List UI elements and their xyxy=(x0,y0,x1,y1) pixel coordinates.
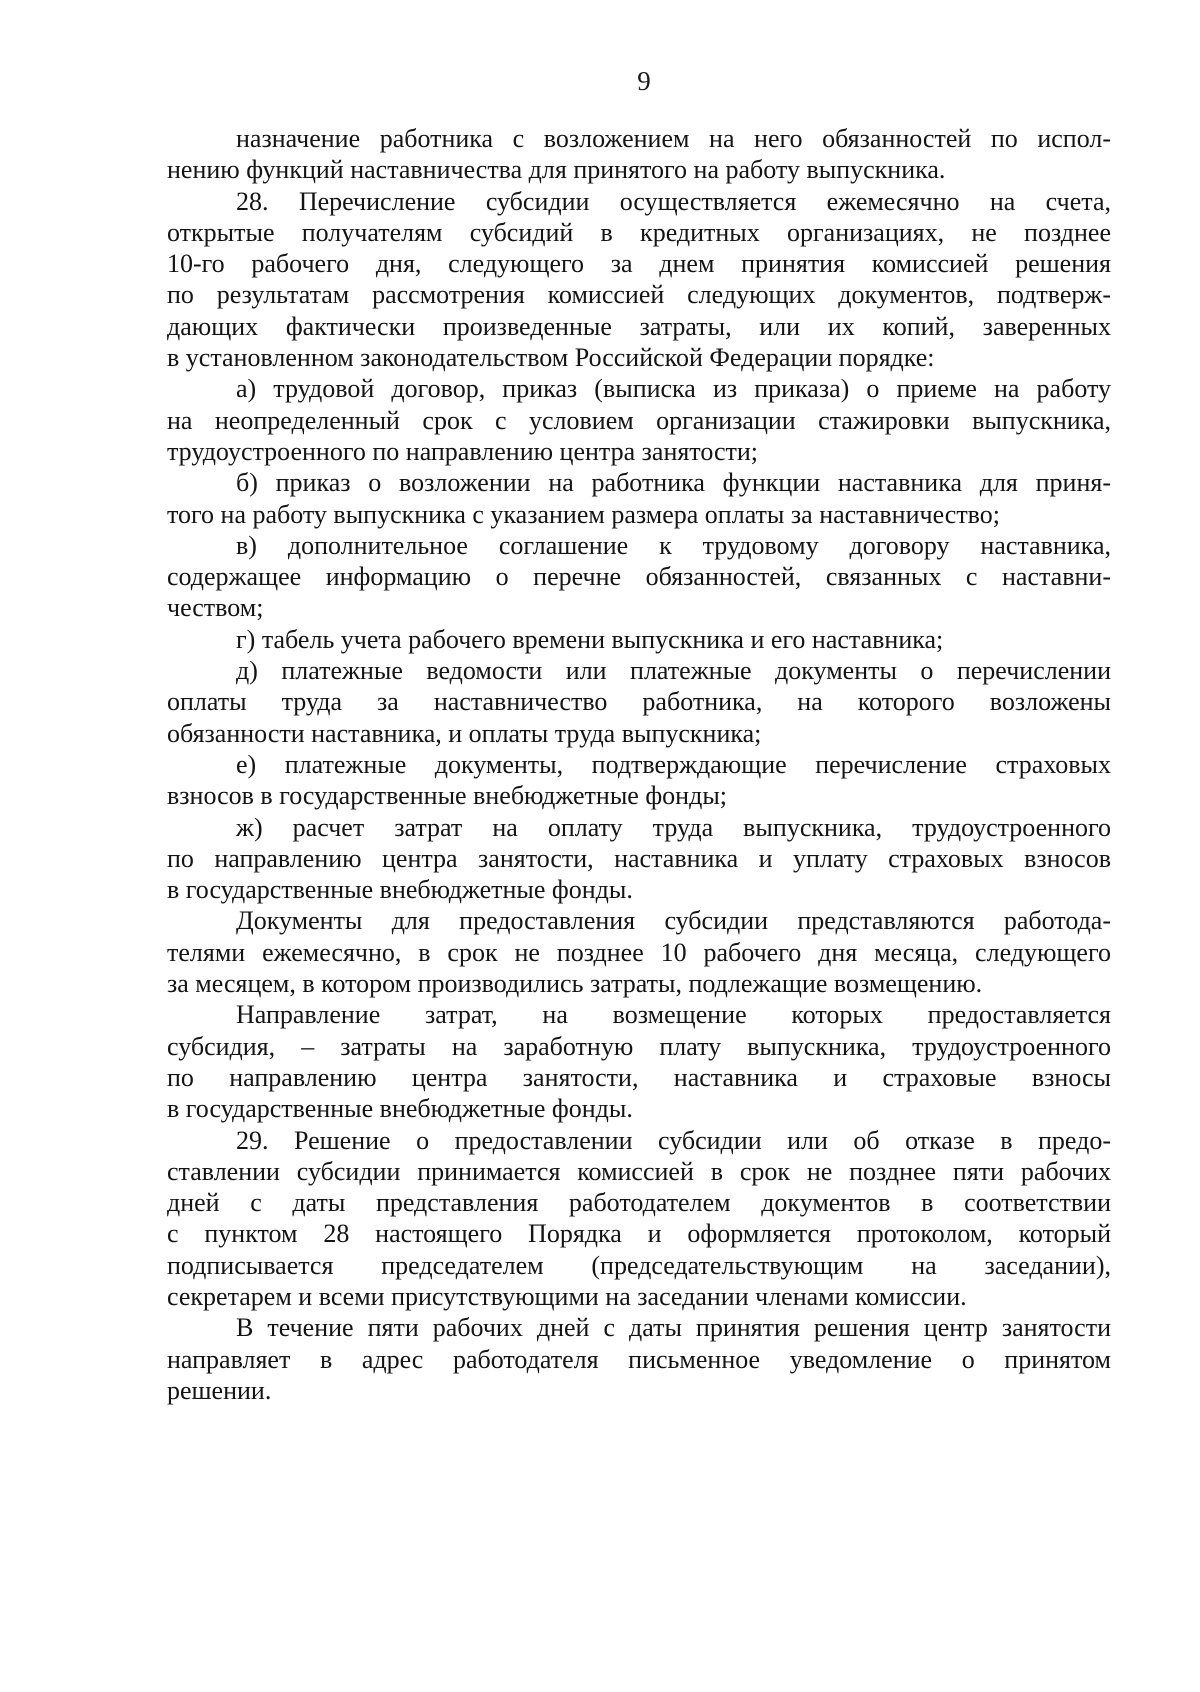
text-line: с пунктом 28 настоящего Порядка и оформляется протоколом, который xyxy=(167,1219,1111,1249)
text-line: а) трудовой договор, приказ (выписка из приказа) о приеме на работу xyxy=(236,374,1111,404)
text-line: по направлению центра занятости, наставника и страховые взносы xyxy=(167,1062,1111,1092)
text-line: чеством; xyxy=(167,593,264,623)
text-line: дней с даты представления работодателем документов в соответствии xyxy=(167,1188,1111,1218)
text-line: В течение пяти рабочих дней с даты принятия решения центр занятости xyxy=(236,1313,1111,1343)
text-line: трудоустроенного по направлению центра занятости; xyxy=(167,436,759,466)
text-line: обязанности наставника, и оплаты труда выпускника; xyxy=(167,718,762,748)
text-line: б) приказ о возложении на работника функции наставника для приня- xyxy=(236,468,1111,498)
text-line: содержащее информацию о перечне обязанностей, связанных с наставни- xyxy=(167,562,1111,592)
text-line: нению функций наставничества для принятого на работу выпускника. xyxy=(167,155,946,185)
document-body xyxy=(167,123,1111,1406)
text-line: г) табель учета рабочего времени выпускника и его наставника; xyxy=(236,624,944,654)
text-line: в) дополнительное соглашение к трудовому договору наставника, xyxy=(236,530,1111,560)
page-number: 9 xyxy=(637,66,651,96)
text-line: направляет в адрес работодателя письменное уведомление о принятом xyxy=(167,1344,1111,1374)
text-line: 28. Перечисление субсидии осуществляется ежемесячно на счета, xyxy=(236,186,1111,216)
text-line: по направлению центра занятости, наставника и уплату страховых взносов xyxy=(167,843,1111,873)
text-line: д) платежные ведомости или платежные документы о перечислении xyxy=(236,656,1111,686)
text-line: е) платежные документы, подтверждающие перечисление страховых xyxy=(236,749,1111,779)
text-line: субсидия, – затраты на заработную плату выпускника, трудоустроенного xyxy=(167,1031,1111,1061)
text-line: Документы для предоставления субсидии представляются работода- xyxy=(236,906,1111,936)
text-line: назначение работника с возложением на него обязанностей по испол- xyxy=(236,124,1111,153)
text-line: ставлении субсидии принимается комиссией в срок не позднее пяти рабочих xyxy=(167,1156,1111,1186)
text-line: телями ежемесячно, в срок не позднее 10 рабочего дня месяца, следующего xyxy=(167,937,1111,967)
text-line: того на работу выпускника с указанием размера оплаты за наставничество; xyxy=(167,499,1001,529)
text-line: по результатам рассмотрения комиссией следующих документов, подтверж- xyxy=(167,280,1111,310)
text-line: решении. xyxy=(167,1375,272,1405)
text-line: дающих фактически произведенные затраты, или их копий, заверенных xyxy=(167,311,1111,341)
text-line: оплаты труда за наставничество работника, на которого возложены xyxy=(167,687,1111,717)
text-line: Направление затрат, на возмещение которых предоставляется xyxy=(236,1000,1111,1030)
text-line: в государственные внебюджетные фонды. xyxy=(167,1094,633,1124)
text-line: 10-го рабочего дня, следующего за днем принятия комиссией решения xyxy=(167,249,1111,279)
text-line: на неопределенный срок с условием организации стажировки выпускника, xyxy=(167,405,1111,435)
text-line: взносов в государственные внебюджетные фонды; xyxy=(167,781,728,811)
text-line: открытые получателям субсидий в кредитных организациях, не позднее xyxy=(167,217,1111,247)
text-line: ж) расчет затрат на оплату труда выпускника, трудоустроенного xyxy=(236,812,1111,842)
text-line: подписывается председателем (председательствующим на заседании), xyxy=(167,1250,1111,1280)
text-line: секретарем и всеми присутствующими на заседании членами комиссии. xyxy=(167,1281,967,1311)
text-line: в установленном законодательством Российской Федерации порядке: xyxy=(167,343,935,373)
text-line: за месяцем, в котором производились затраты, подлежащие возмещению. xyxy=(167,969,983,999)
text-line: 29. Решение о предоставлении субсидии или об отказе в предо- xyxy=(236,1125,1111,1155)
text-line: в государственные внебюджетные фонды. xyxy=(167,875,633,905)
